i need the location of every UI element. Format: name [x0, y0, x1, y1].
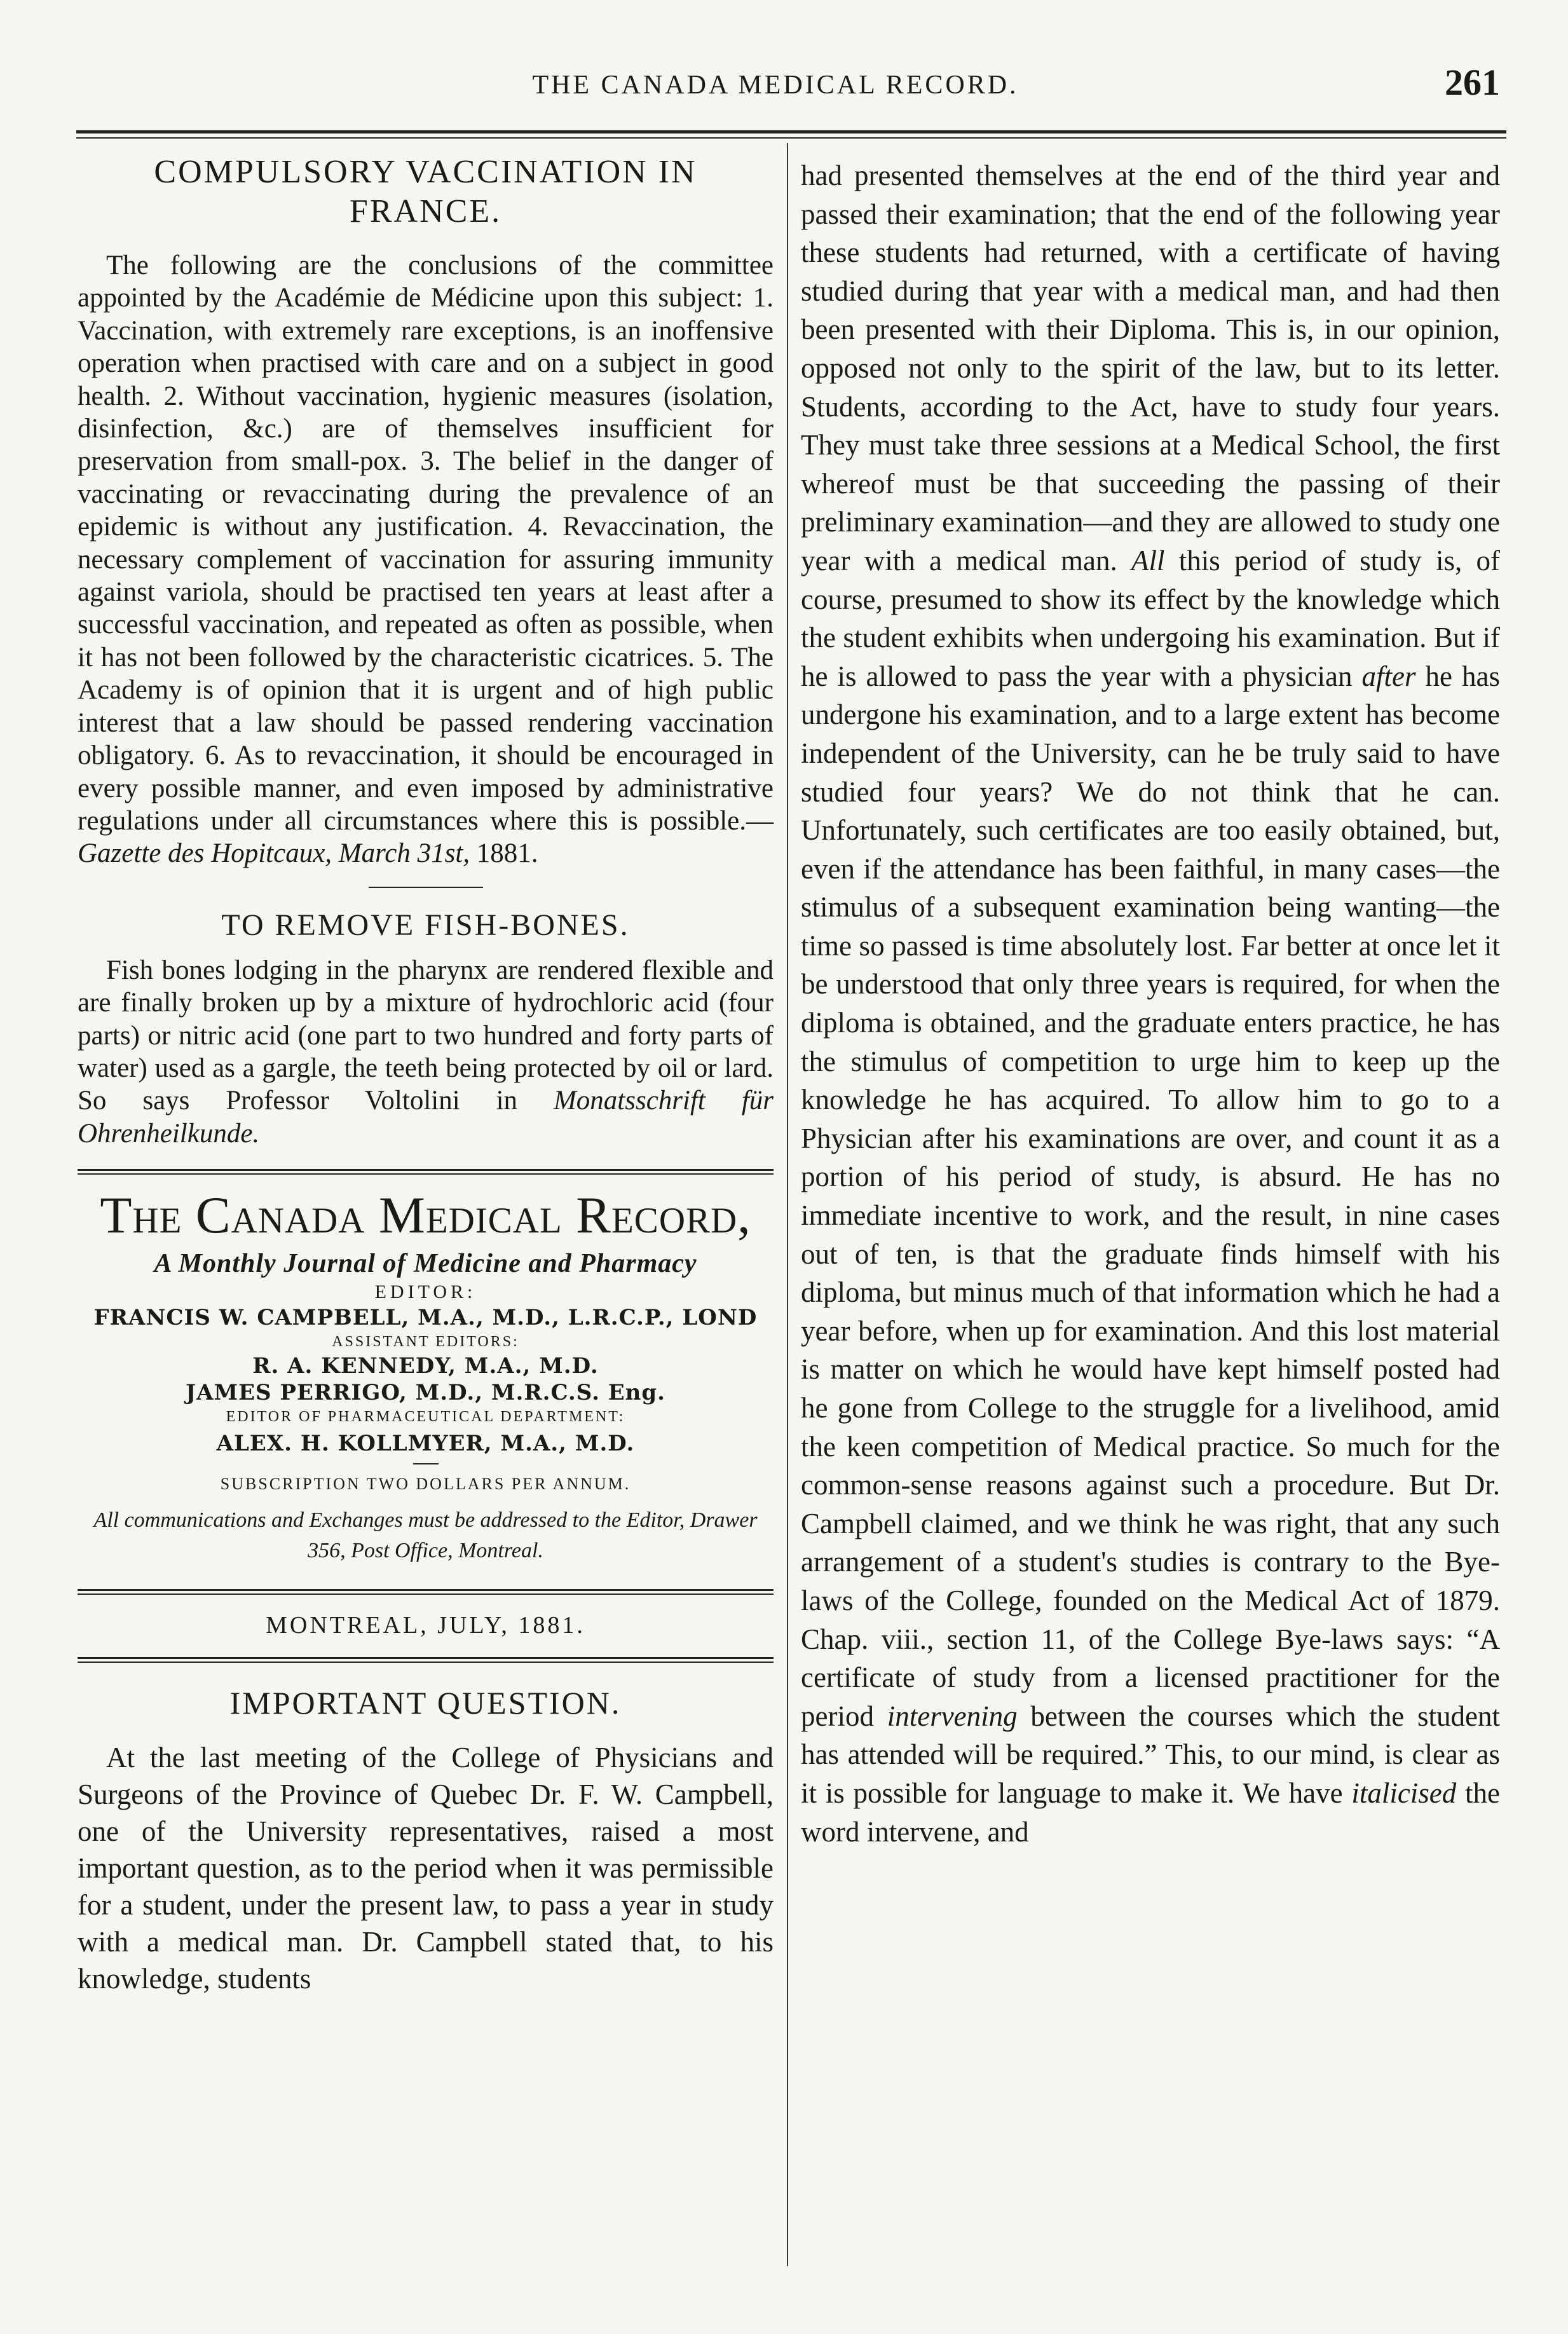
- assistant-editor-1: R. A. KENNEDY, M.A., M.D.: [252, 1353, 599, 1379]
- left-column: [78, 153, 774, 1997]
- assistant-editors-label: ASSISTANT EDITORS:: [332, 1334, 519, 1351]
- fishbones-text: Fish bones lodging in the pharynx are rendered flexible and are finally broken up by a mixture of hydrochloric acid (four parts) or nitric acid (one part to two hundred and forty parts of water) used as a gargle, the teeth being protected by oil or lard. So says Professor Voltolini in: [78, 955, 774, 1116]
- masthead-title: The Canada Medical Record,: [100, 1186, 751, 1245]
- section-divider: [369, 887, 483, 888]
- vaccination-title: COMPULSORY VACCINATION IN FRANCE.: [154, 154, 697, 229]
- vaccination-body: [78, 249, 774, 870]
- running-title: THE CANADA MEDICAL RECORD.: [532, 71, 1019, 100]
- important-body: At the last meeting of the College of Physicians and Surgeons of the Province of Quebec Dr. F. W. Campbell, one of the University representatives, raised a most important question, as to the period when it was permissible for a student, under the present law, to pass a year in study with a medical man. Dr. Campbell stated that, to his knowledge, students: [78, 1742, 774, 1995]
- masthead: [78, 1186, 774, 1566]
- masthead-subtitle: A Monthly Journal of Medicine and Pharmacy: [154, 1249, 697, 1279]
- editor-name: FRANCIS W. CAMPBELL, M.A., M.D., L.R.C.P., LOND: [93, 1305, 758, 1331]
- page-header: [0, 62, 1568, 121]
- important-title: IMPORTANT QUESTION.: [229, 1685, 622, 1721]
- editor-label: EDITOR:: [374, 1281, 477, 1303]
- pharm-editor-label: EDITOR OF PHARMACEUTICAL DEPARTMENT:: [226, 1409, 625, 1426]
- subscription-info: SUBSCRIPTION TWO DOLLARS PER ANNUM.: [220, 1475, 631, 1494]
- right-column-text: [801, 156, 1500, 1851]
- vaccination-source-year: 1881.: [470, 838, 538, 869]
- masthead-short-rule: [413, 1463, 439, 1464]
- dateline-top-rule: [78, 1589, 774, 1595]
- right-text-2: this period of study is, of course, presumed to show its effect by the knowledge which the student exhibits when undergoing his examination. But if he is allowed to pass the year with a physician: [801, 544, 1500, 692]
- right-text-4: between the courses which the student has attended will be required.” This, to our mind, is clear as it is possible for language to make it. We have: [801, 1700, 1500, 1809]
- assistant-editor-2: JAMES PERRIGO, M.D., M.R.C.S. Eng.: [185, 1380, 666, 1406]
- fishbones-source: Monatsschrift für Ohrenheilkunde.: [78, 1086, 774, 1149]
- italic-all: All: [1131, 544, 1165, 577]
- header-rule: [76, 130, 1506, 139]
- vaccination-text: The following are the conclusions of the committee appointed by the Académie de Médicine upon this subject: 1. Vaccination, with extremely rare exceptions, is an inoffensive operation when practised with care and on a subject in good health. 2. Without vaccination, hygienic measures (isolation, disinfection, &c.) are of themselves insufficient for preservation from small-pox. 3. The belief in the danger of vaccinating or revaccinating during the prevalence of an epidemic is without any justification. 4. Revaccination, the necessary complement of vaccination for assuring immunity against variola, should be practised ten years at least after a successful vaccination, and repeated as often as possible, when it has not been followed by the characteristic cicatrices. 5. The Academy is of opinion that it is urgent and of high public interest that a law should be passed rendering vaccination obligatory. 6. As to revaccination, it should be encouraged in every possible manner, and even imposed by administrative regulations under all circumstances where this is possible.—: [78, 250, 774, 836]
- italic-intervening: intervening: [887, 1700, 1018, 1732]
- right-text-5: the word intervene, and: [801, 1777, 1500, 1848]
- communications-note: All communications and Exchanges must be addressed to the Editor, Drawer 356, Post Office, Montreal.: [93, 1508, 758, 1563]
- page-number: 261: [1445, 62, 1500, 103]
- fishbones-body: [78, 954, 774, 1150]
- right-text-1: had presented themselves at the end of the third year and passed their examination; that the end of the following year these students had returned, with a certificate of having studied during that year with a medical man, and had then been presented with their Diploma. This is, in our opinion, opposed not only to the spirit of the law, but to its letter. Students, according to the Act, have to study four years. They must take three sessions at a Medical School, the first whereof must be that succeeding the passing of their preliminary examination—and they are allowed to study one year with a medical man.: [801, 160, 1500, 577]
- italic-after: after: [1361, 660, 1416, 692]
- dateline: MONTREAL, JULY, 1881.: [266, 1612, 585, 1639]
- right-column: [801, 153, 1500, 1851]
- vaccination-source: Gazette des Hopitcaux, March 31st,: [78, 838, 470, 869]
- italic-italicised: italicised: [1351, 1777, 1457, 1809]
- column-divider: [787, 143, 788, 2266]
- dateline-bottom-rule: [78, 1657, 774, 1663]
- fishbones-title: TO REMOVE FISH-BONES.: [221, 908, 630, 942]
- pharm-editor-name: ALEX. H. KOLLMYER, M.A., M.D.: [216, 1431, 635, 1457]
- masthead-top-rule: [78, 1169, 774, 1175]
- right-text-3: he has undergone his examination, and to a large extent has become independent of the University, can he be truly said to have studied four years? We do not think that he can. Unfortunately, such certificates are too easily obtained, but, even if the attendance has been faithful, in many cases—the stimulus of a subsequent examination being wanting—the time so passed is time absolutely lost. Far better at once let it be understood that only three years is required, for when the diploma is obtained, and the graduate enters practice, he has the stimulus of competition to urge him to keep up the knowledge he has acquired. To allow him to go to a Physician after his examinations are over, and count it as a portion of his period of study, is absurd. He has no immediate incentive to work, and the result, in nine cases out of ten, is that the graduate finds himself with his diploma, but minus much of that information which he had a year before, when up for examination. And this lost material is matter on which he would have kept himself posted had he gone from College to the struggle for a livelihood, amid the keen competition of Medical practice. So much for the common-sense reasons against such a procedure. But Dr. Campbell claimed, and we think he was right, that any such arrangement of a student's studies is contrary to the Bye-laws of the College, founded on the Medical Act of 1879. Chap. viii., section 11, of the College Bye-laws says: “A certificate of study from a licensed practitioner for the period: [801, 660, 1500, 1732]
